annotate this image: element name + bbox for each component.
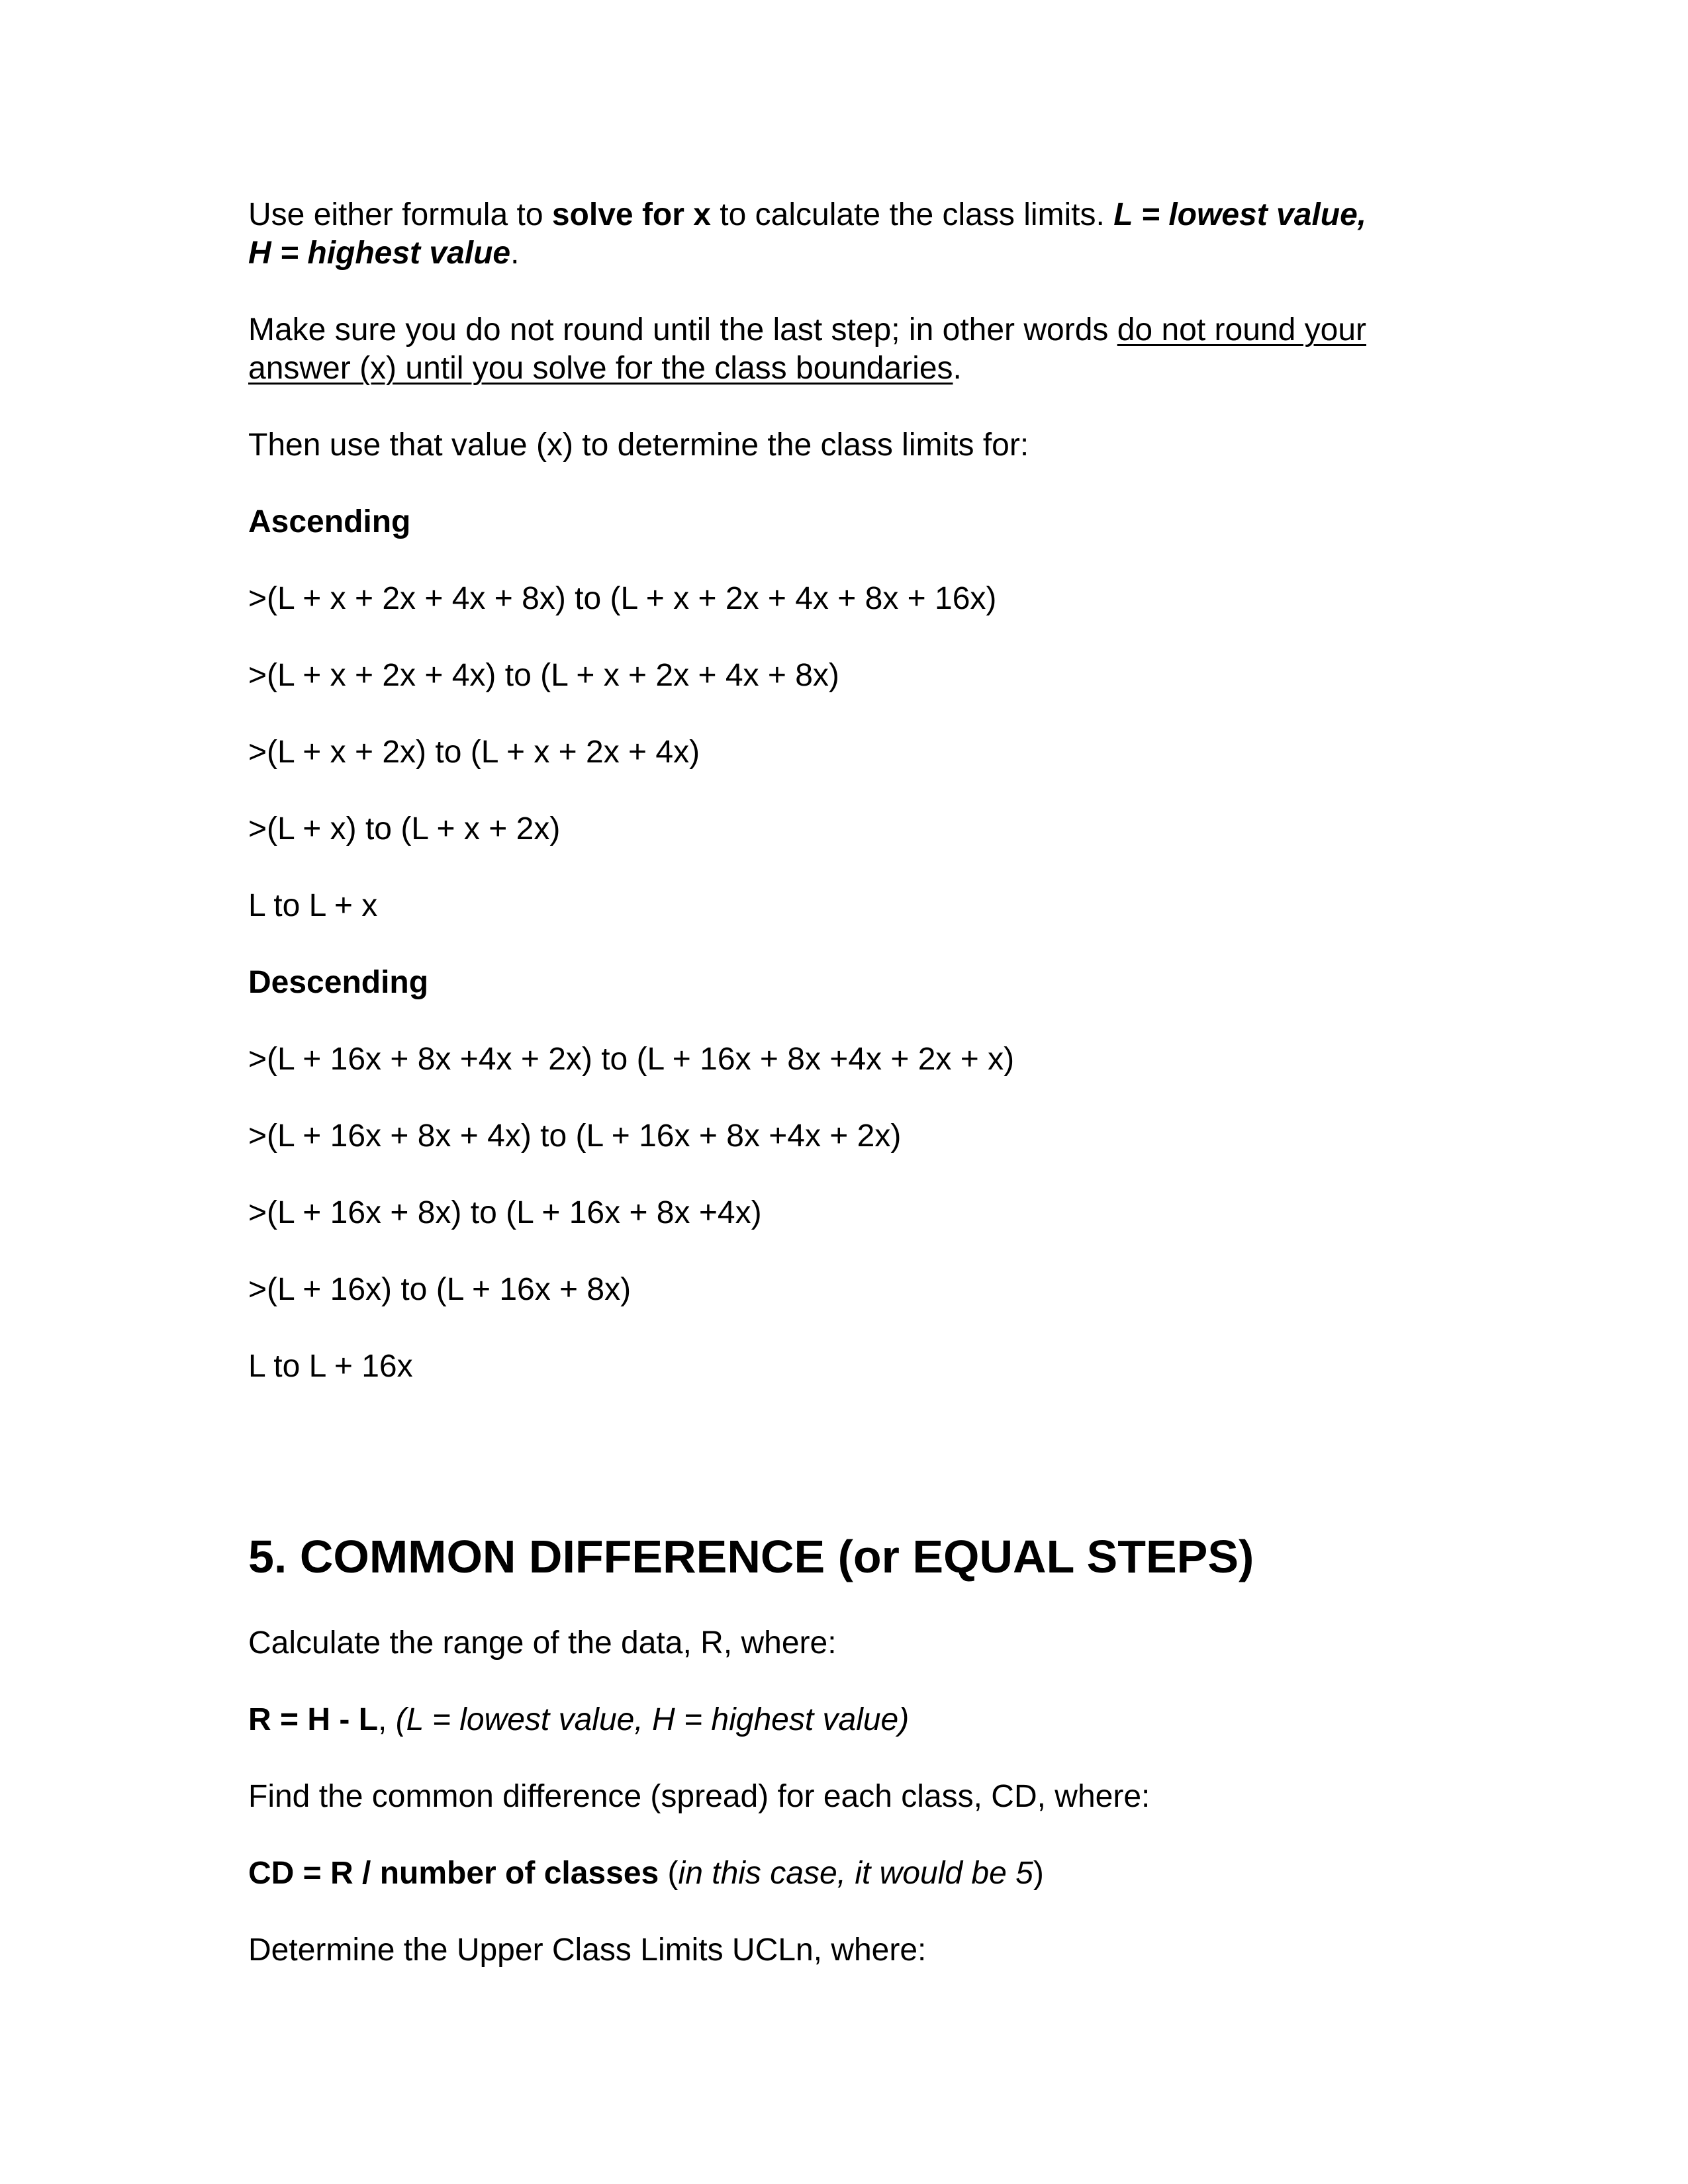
ascending-line: >(L + x) to (L + x + 2x) [248,811,561,846]
descending-line: >(L + 16x + 8x + 4x) to (L + 16x + 8x +4x + 2x) [248,1118,902,1154]
intro-text-2: to calculate the class limits. [710,197,1114,232]
limits-paragraph [248,426,1029,465]
intro-bold: solve for x [551,197,711,232]
range-formula [248,1701,909,1739]
range-formula-sep: , [378,1702,396,1737]
limits-text: Then use that value (x) to determine the class limits for: [248,428,1029,463]
rounding-text: Make sure you do not round until the last step; in other words [248,312,1117,347]
ascending-title: Ascending [248,504,411,539]
cd-close-paren: ) [1033,1856,1044,1891]
descending-line: L to L + 16x [248,1349,413,1384]
cd-formula [248,1854,1044,1893]
rounding-period: . [953,351,962,386]
intro-definition-l: L = lowest value, [1113,197,1367,232]
intro-period: . [510,236,520,271]
range-paragraph [248,1624,837,1662]
intro-text: Use either formula to [248,197,552,232]
range-formula-bold: R = H - L [248,1702,379,1737]
cd-text: Find the common difference (spread) for each class, CD, where: [248,1779,1150,1814]
descending-line: >(L + 16x + 8x) to (L + 16x + 8x +4x) [248,1195,762,1230]
cd-paragraph [248,1778,1150,1816]
section-heading: 5. COMMON DIFFERENCE (or EQUAL STEPS) [248,1531,1254,1582]
rounding-paragraph [248,311,1366,388]
descending-line: >(L + 16x) to (L + 16x + 8x) [248,1272,632,1307]
ascending-line: >(L + x + 2x) to (L + x + 2x + 4x) [248,735,700,770]
descending-line: >(L + 16x + 8x +4x + 2x) to (L + 16x + 8x +4x + 2x + x) [248,1042,1015,1077]
range-formula-italic: (L = lowest value, H = highest value) [395,1702,910,1737]
ascending-line: L to L + x [248,888,378,923]
ucl-text: Determine the Upper Class Limits UCLn, where: [248,1933,927,1968]
cd-formula-bold: CD = R / number of classes [248,1856,659,1891]
descending-title: Descending [248,965,429,1000]
rounding-underline-2: answer (x) until you solve for the class boundaries [248,351,953,386]
rounding-underline-1: do not round your [1117,312,1366,347]
ascending-line: >(L + x + 2x + 4x + 8x) to (L + x + 2x + 4x + 8x + 16x) [248,581,997,616]
cd-formula-italic: in this case, it would be 5 [678,1856,1033,1891]
intro-paragraph [248,196,1366,273]
ucl-paragraph [248,1931,926,1970]
intro-definition-h: H = highest value [248,236,511,271]
range-text: Calculate the range of the data, R, where: [248,1625,837,1661]
cd-open-paren: ( [659,1856,679,1891]
ascending-line: >(L + x + 2x + 4x) to (L + x + 2x + 4x + 8x) [248,658,839,693]
